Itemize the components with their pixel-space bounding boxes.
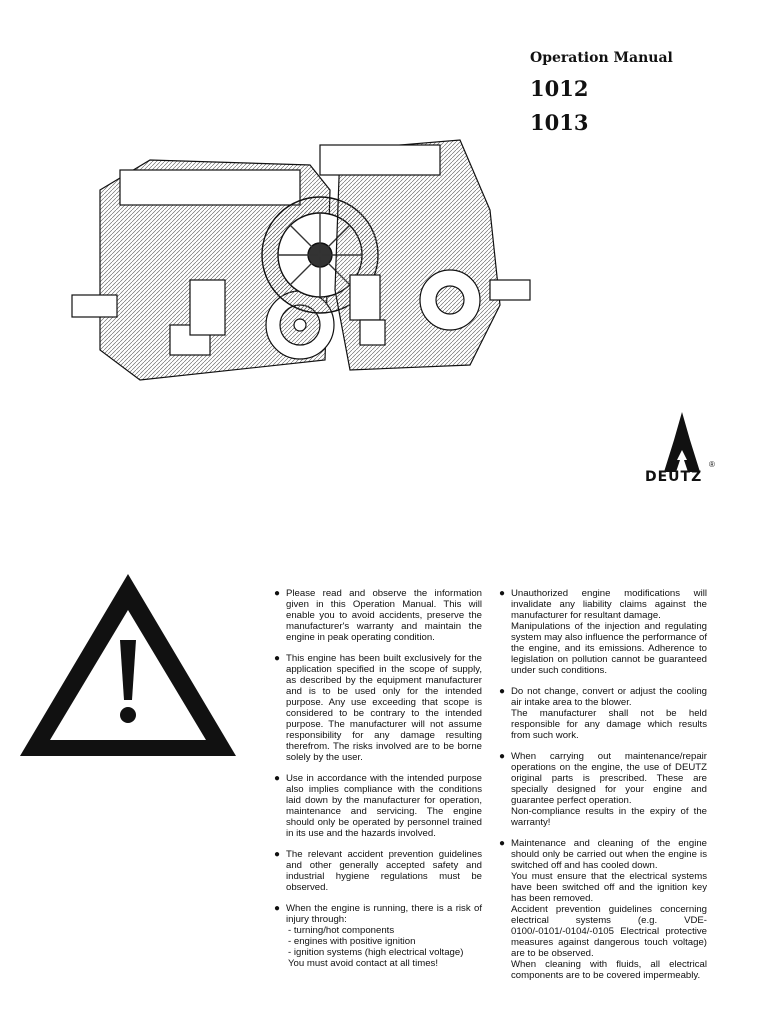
instruction-item xyxy=(274,849,482,893)
left-instructions-column xyxy=(274,588,482,979)
right-instructions-column xyxy=(499,588,707,991)
instruction-item xyxy=(499,588,707,676)
instruction-item xyxy=(274,588,482,643)
engine-illustration xyxy=(60,130,540,400)
instruction-text: The relevant accident prevention guidelines and other generally accepted safety and industrial hygiene regulations must be observed. xyxy=(286,849,482,893)
engine-1013-drawing xyxy=(320,140,530,370)
instruction-text: When carrying out maintenance/repair operations on the engine, the use of DEUTZ original parts is prescribed. These are specially designed for your engine and guarantee perfect operation. xyxy=(511,751,707,806)
bullet-icon: ● xyxy=(499,838,506,849)
instruction-text: Maintenance and cleaning of the engine should only be carried out when the engine is switched off and has cooled down. xyxy=(511,838,707,871)
instruction-text: Do not change, convert or adjust the cooling air intake area to the blower. xyxy=(511,686,707,708)
instruction-text: This engine has been built exclusively for the application specified in the scope of supply, as described by the equipment manufacturer and is to be used only for the intended purpose. Any use exceeding that scope is considered to be contrary to the intended purpose. The manufacturer will not assume responsibility for any damage resulting therefrom. The risks involved are to be borne solely by the user. xyxy=(286,653,482,763)
bullet-icon: ● xyxy=(274,773,281,784)
bullet-icon: ● xyxy=(499,751,506,762)
instruction-item xyxy=(274,653,482,763)
logo-wordmark: DEUTZ xyxy=(645,469,703,485)
bullet-icon: ● xyxy=(274,588,281,599)
instruction-item xyxy=(499,751,707,828)
bullet-icon: ● xyxy=(274,653,281,664)
instruction-text: The manufacturer shall not be held responsible for any damage which results from such work. xyxy=(511,708,707,741)
bullet-icon: ● xyxy=(274,849,281,860)
document-title: Operation Manual xyxy=(530,50,673,66)
instruction-item xyxy=(499,686,707,741)
instruction-text: Accident prevention guidelines concerning electrical systems (e.g. VDE-0100/-0101/-0104/-0105 Electrical protective measures against dangerous touch voltage) are to be observed. xyxy=(511,904,707,959)
instruction-item xyxy=(274,903,482,969)
registered-mark: ® xyxy=(709,460,715,469)
warning-triangle-icon xyxy=(16,570,240,760)
risk-list-item: - ignition systems (high electrical voltage) xyxy=(288,947,464,958)
instruction-text: When cleaning with fluids, all electrical components are to be covered impermeably. xyxy=(511,959,707,981)
title-block xyxy=(530,50,673,140)
instruction-text: Unauthorized engine modifications will invalidate any liability claims against the manufacturer for resultant damage. xyxy=(511,588,707,621)
model-number-1013: 1013 xyxy=(530,110,589,135)
risk-list-item: - engines with positive ignition xyxy=(288,936,416,947)
bullet-icon: ● xyxy=(274,903,281,914)
instruction-item xyxy=(499,838,707,981)
bullet-icon: ● xyxy=(499,588,506,599)
instruction-text: Use in accordance with the intended purpose also implies compliance with the conditions laid down by the manufacturer for operation, maintenance and servicing. The engine should only be operated by personnel trained in its use and the hazards involved. xyxy=(286,773,482,839)
instruction-text: You must ensure that the electrical systems have been switched off and the ignition key has been removed. xyxy=(511,871,707,904)
instruction-text: When the engine is running, there is a risk of injury through: xyxy=(286,903,482,925)
instruction-item xyxy=(274,773,482,839)
instruction-text: Manipulations of the injection and regulating system may also influence the performance of the engine, and its emissions. Adherence to legislation on pollution cannot be guaranteed under such conditions. xyxy=(511,621,707,676)
instruction-text: Please read and observe the information given in this Operation Manual. This will enable you to avoid accidents, preserve the manufacturer's warranty and maintain the engine in peak operating condition. xyxy=(286,588,482,643)
bullet-icon: ● xyxy=(499,686,506,697)
instruction-text: Non-compliance results in the expiry of the warranty! xyxy=(511,806,707,828)
model-number-1012: 1012 xyxy=(530,76,589,101)
risk-list-item: - turning/hot components xyxy=(288,925,395,936)
risk-warning-text: You must avoid contact at all times! xyxy=(288,958,439,969)
